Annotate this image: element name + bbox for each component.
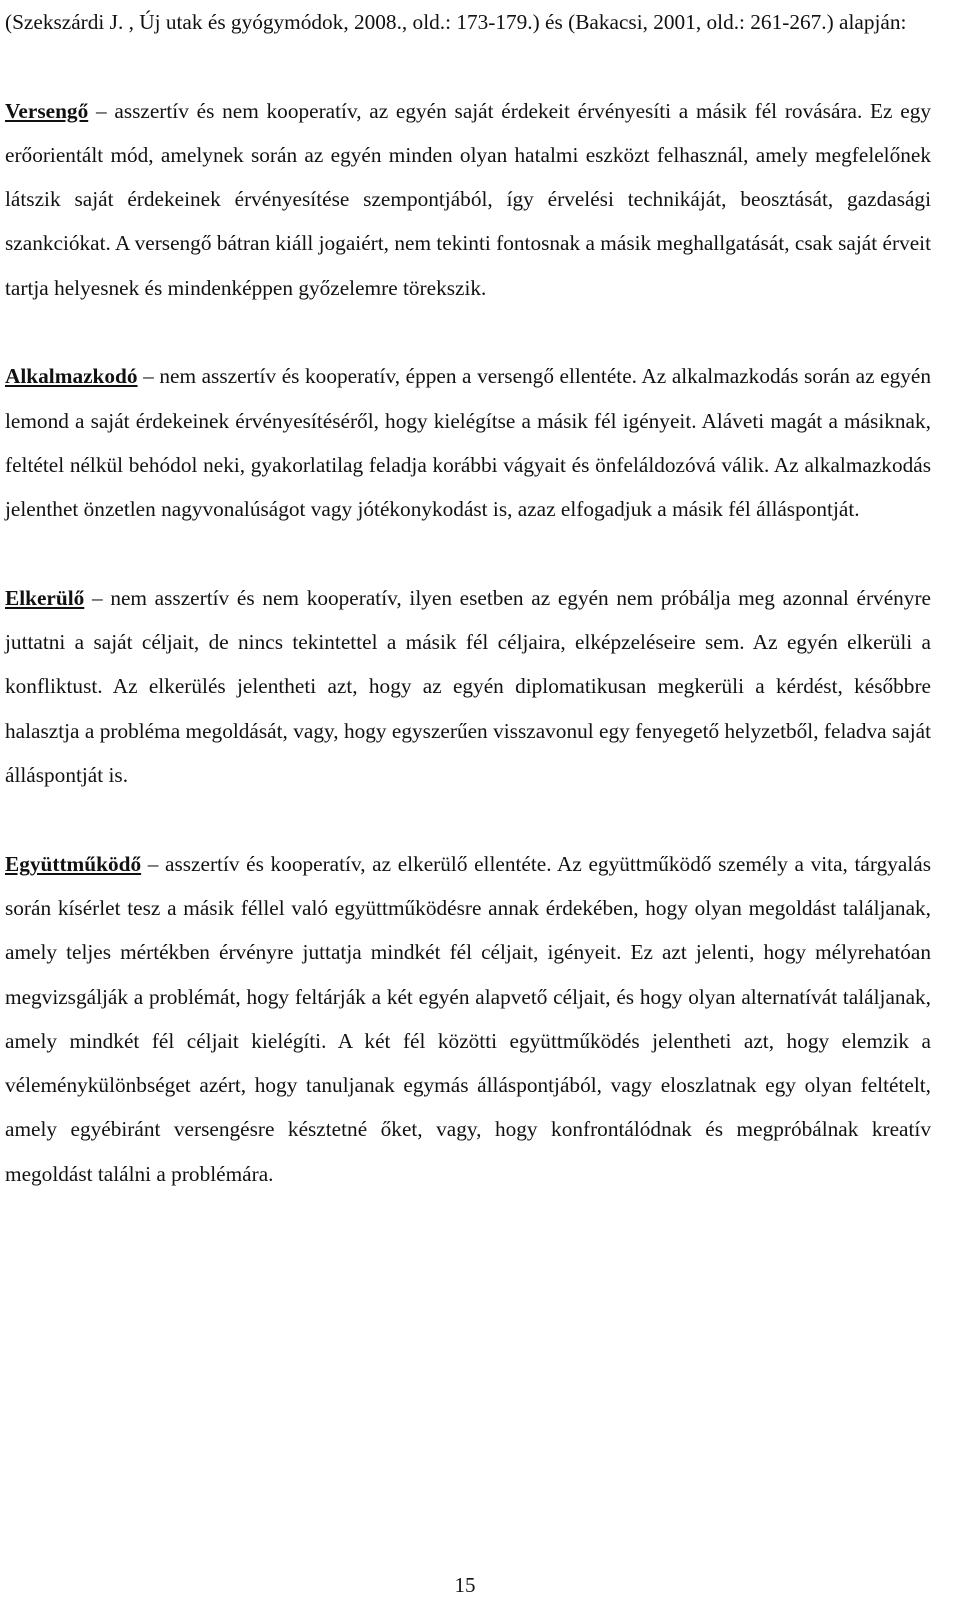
page-number: 15 xyxy=(454,1573,476,1597)
section-versengo-text: – asszertív és nem kooperatív, az egyén saját érdekeit érvényesíti a másik fél rovására. Ez egy erőorientált mód, amelynek során az egyén minden olyan hatalmi eszközt felhasznál, amely megfelelőnek látszik saját érdekeinek érvényesítése szempontjából, így érvelési technikáját, beosztását, gazdasági szankciókat. A versengő bátran kiáll jogaiért, nem tekinti fontosnak a másik meghallgatását, csak saját érveit tartja helyesnek és mindenképpen győzelemre törekszik. xyxy=(5,98,931,300)
section-versengo xyxy=(5,89,931,310)
term-alkalmazkodo: Alkalmazkodó xyxy=(5,364,138,389)
term-versengo: Versengő xyxy=(5,98,89,123)
section-alkalmazkodo-text: – nem asszertív és kooperatív, éppen a versengő ellentéte. Az alkalmazkodás során az egyén lemond a saját érdekeinek érvényesítéséről, hogy kielégítse a másik fél igényeit. Aláveti magát a másiknak, feltétel nélkül behódol neki, gyakorlatilag feladja korábbi vágyait és önfeláldozóvá válik. Az alkalmazkodás jelenthet önzetlen nagyvonalúságot vagy jótékonykodást is, azaz elfogadjuk a másik fél álláspontját. xyxy=(5,364,931,522)
term-egyuttmukodo: Együttműködő xyxy=(5,851,142,876)
document-body xyxy=(5,0,931,1196)
section-egyuttmukodo-text: – asszertív és kooperatív, az elkerülő ellentéte. Az együttműködő személy a vita, tárgyalás során kísérlet tesz a másik féllel való együttműködésre annak érdekében, hogy olyan megoldást találjanak, amely teljes mértékben érvényre juttatja mindkét fél céljait, igényeit. Ez azt jelenti, hogy mélyrehatóan megvizsgálják a problémát, hogy feltárják a két egyén alapvető céljait, és hogy olyan alternatívát találjanak, amely mindkét fél céljait kielégíti. A két fél közötti együttműködés jelentheti azt, hogy elemzik a véleménykülönbséget azért, hogy tanuljanak egymás álláspontjából, vagy eloszlatnak egy olyan feltételt, amely egyébiránt versengésre késztetné őket, vagy, hogy konfrontálódnak és megpróbálnak kreatív megoldást találni a problémára. xyxy=(5,851,931,1186)
section-elkerulo-text: – nem asszertív és nem kooperatív, ilyen esetben az egyén nem próbálja meg azonnal érvényre juttatni a saját céljait, de nincs tekintettel a másik fél céljaira, elképzeléseire sem. Az egyén elkerüli a konfliktust. Az elkerülés jelentheti azt, hogy az egyén diplomatikusan megkerüli a kérdést, későbbre halasztja a probléma megoldását, vagy, hogy egyszerűen visszavonul egy fenyegető helyzetből, feladva saját álláspontját is. xyxy=(5,585,931,788)
intro-paragraph: (Szekszárdi J. , Új utak és gyógymódok, 2008., old.: 173-179.) és (Bakacsi, 2001, old.: 261-267.) alapján: xyxy=(5,10,907,34)
section-elkerulo xyxy=(5,576,931,797)
section-egyuttmukodo xyxy=(5,842,931,1196)
term-elkerulo: Elkerülő xyxy=(5,585,85,610)
section-alkalmazkodo xyxy=(5,354,931,531)
